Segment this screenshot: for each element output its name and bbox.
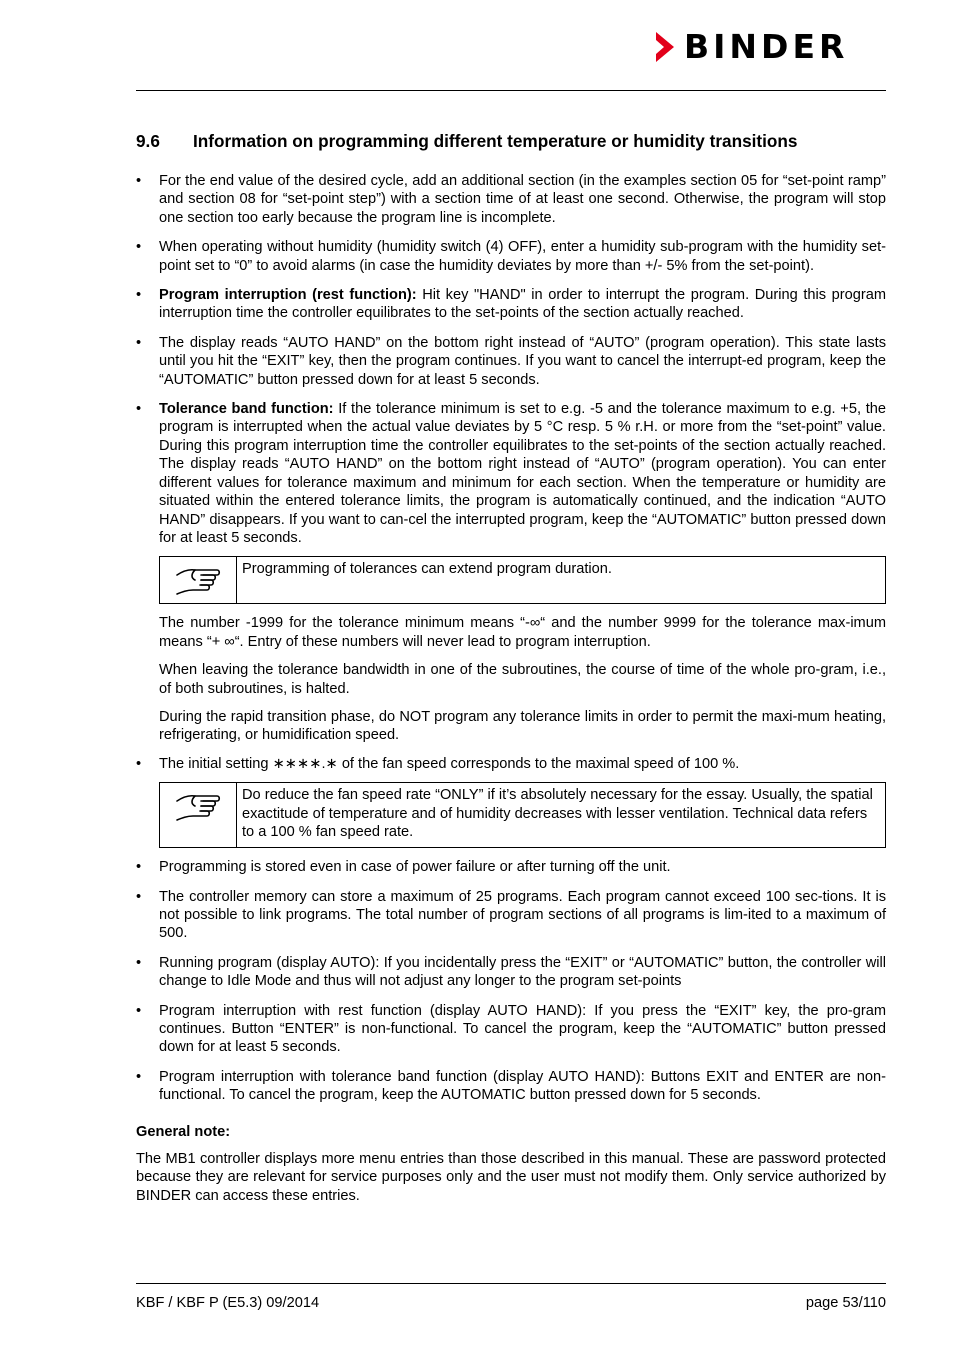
list-item-text: Program interruption with rest function (display AUTO HAND): If you press the “EXIT” key, the pro-gram continues. Button “ENTER” is non-functional. To cancel the program, keep the “AUTOMATIC” button pressed down for at least 5 seconds. [159,1002,886,1056]
list-item-text: Programming is stored even in case of power failure or after turning off the unit. [159,859,671,876]
page-number: page 53/110 [805,1295,886,1311]
list-item [136,1068,886,1105]
list-item-bold-lead: Tolerance band function: [159,401,334,418]
list-item [136,400,886,547]
bullet-icon: • [136,239,142,256]
list-item-text: Hit key "HAND" in order to interrupt the program. During this program interruption time the controller equilibrates to the set-points of the section actually reached. [159,287,886,322]
section-number: 9.6 [136,131,160,151]
list-item-text: The controller memory can store a maximum of 25 programs. Each program cannot exceed 100 sec-tions. It is not possible to link programs. The total number of program sections of all programs is lim-ited to a maximum of 500. [159,888,886,942]
note-box-fan-speed [159,782,886,848]
list-item [136,954,886,991]
logo-wordmark: BINDER [684,27,849,66]
binder-logo [654,28,886,66]
list-item [136,238,886,275]
section-heading [136,130,886,152]
list-item [136,334,886,389]
pointing-hand-icon [160,783,237,847]
bullet-icon: • [136,401,142,418]
list-item-text: When operating without humidity (humidity switch (4) OFF), enter a humidity sub-program with the humidity set-point set to “0” to avoid alarms (in case the humidity deviates by more than +/- 5% from the set-point). [159,239,886,274]
bullet-icon: • [136,755,142,772]
binder-logo-mark-icon [654,30,676,64]
list-item [136,172,886,227]
note-text: Do reduce the fan speed rate “ONLY” if it’s absolutely necessary for the essay. Usually, the spatial exactitude of temperature and of humidity decreases with lesser ventilation. Technical data refers to a 100 % fan speed rate. [242,787,873,840]
section-title: Information on programming different temperature or humidity transitions [193,131,798,151]
list-item-text: For the end value of the desired cycle, add an additional section (in the examples section 05 for “set-point ramp” and section 08 for “set-point step”) with a section time of at least one second. Otherwise, the program will stop one section too early because the program line is incomplete. [159,173,886,226]
note-text: Programming of tolerances can extend program duration. [242,561,612,578]
header-rule [136,90,886,91]
bullet-icon: • [136,334,142,351]
bullet-icon: • [136,287,142,304]
bullet-icon: • [136,1002,142,1019]
list-item [136,286,886,323]
note-box-tolerances [159,556,886,604]
bullet-icon: • [136,173,142,189]
list-item-text: The display reads “AUTO HAND” on the bottom right instead of “AUTO” (program operation). This state lasts until you hit the “EXIT” key, then the program continues. If you want to cancel the interrupt-ed program, keep the “AUTOMATIC” button pressed down for at least 5 seconds. [159,334,886,388]
bullet-icon: • [136,859,142,876]
list-item [136,1002,886,1057]
list-item [136,888,886,943]
general-note-title: General note: [136,1123,231,1140]
list-item-text: If the tolerance minimum is set to e.g. -5 and the tolerance maximum to e.g. +5, the program is interrupted when the actual value deviates by 5 °C resp. 5 % r.H. or more from the “set-point” value. During this program interruption time the controller equilibrates to the set-points of the section actually reached. The display reads “AUTO HAND” on the bottom right instead of “AUTO” (program operation). You can enter different values for tolerance maximum and minimum for each section. When the temperature or humidity are situated within the entered tolerance limits, the program is automatically continued, and the indication “AUTO HAND” disappears. If you want to can-cel the interrupted program, keep the “AUTOMATIC” button pressed down for at least 5 seconds. [159,401,886,546]
paragraph: The number -1999 for the tolerance minimum means “-∞“ and the number 9999 for the tolerance max-imum means “+ ∞“. Entry of these numbers will never lead to program interruption. [159,615,886,650]
list-item-text: Running program (display AUTO): If you incidentally press the “EXIT” or “AUTOMATIC” button, the controller will change to Idle Mode and thus will not adjust any longer to the program set-points [159,954,886,990]
document-id: KBF / KBF P (E5.3) 09/2014 [136,1295,320,1311]
list-item-text: The initial setting ∗∗∗∗.∗ of the fan speed corresponds to the maximal speed of 100 %. [159,755,740,772]
list-item-text: Program interruption with tolerance band function (display AUTO HAND): Buttons EXIT and ENTER are non-functional. To cancel the program, keep the AUTOMATIC button pressed down for 5 seconds. [159,1068,886,1104]
bullet-icon: • [136,888,142,905]
page-footer [136,1294,886,1312]
list-item [136,858,886,876]
paragraph: During the rapid transition phase, do NOT program any tolerance limits in order to permit the maxi-mum heating, refrigerating, or humidification speed. [159,708,886,744]
bullet-icon: • [136,1068,142,1085]
general-note-text: The MB1 controller displays more menu entries than those described in this manual. These are password protected because they are relevant for service purposes only and the user must not modify them. Only service authorized by BINDER can access these entries. [136,1151,886,1204]
pointing-hand-icon [160,557,237,603]
section-body [136,172,886,1205]
paragraph: When leaving the tolerance bandwidth in one of the subroutines, the course of time of the whole pro-gram, i.e., of both subroutines, is halted. [159,662,886,697]
list-item [136,755,886,773]
footer-rule [136,1283,886,1284]
list-item-bold-lead: Program interruption (rest function): [159,287,417,304]
bullet-icon: • [136,954,142,971]
